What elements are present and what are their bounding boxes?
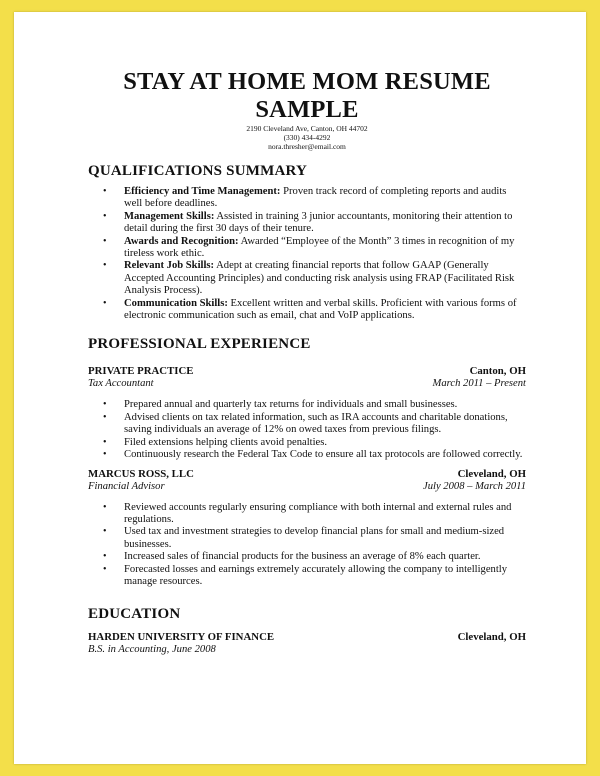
bullet-icon: •	[103, 260, 107, 272]
job-duty-text: Forecasted losses and earnings extremely accurately allowing the company to intelligently manage resources.	[124, 563, 508, 587]
qualification-item	[88, 236, 526, 261]
job-subheader	[88, 378, 526, 390]
qualification-label: Communication Skills:	[124, 297, 228, 309]
contact-email: nora.thresher@email.com	[268, 142, 346, 151]
job-dates: July 2008 – March 2011	[423, 480, 526, 492]
bullet-icon: •	[103, 436, 107, 448]
bullet-icon: •	[103, 526, 107, 538]
bullet-icon: •	[103, 186, 107, 197]
bullet-icon: •	[103, 551, 107, 563]
education-entry	[88, 631, 526, 656]
qualifications-heading: QUALIFICATIONS SUMMARY	[88, 163, 308, 179]
job-header	[88, 468, 526, 481]
bullet-icon: •	[103, 399, 107, 411]
job-duty	[88, 449, 526, 461]
education-subheader	[88, 644, 526, 656]
bullet-icon: •	[103, 297, 107, 309]
qualification-label: Efficiency and Time Management:	[124, 186, 281, 197]
contact-address: 2190 Cleveland Ave, Canton, OH 44702	[246, 124, 368, 133]
qualification-label: Management Skills:	[124, 210, 215, 222]
bullet-icon: •	[103, 449, 107, 461]
bullet-icon: •	[103, 210, 107, 222]
job-duty	[88, 437, 526, 449]
job-duties-list	[88, 399, 526, 461]
job-role: Financial Advisor	[88, 480, 165, 492]
job-duties-list	[88, 502, 526, 589]
bullet-icon: •	[103, 235, 107, 247]
qualification-item	[88, 260, 526, 297]
job-duty	[88, 412, 526, 437]
education-school: HARDEN UNIVERSITY OF FINANCE	[88, 631, 275, 644]
resume-content	[88, 68, 526, 656]
qualification-label: Awards and Recognition:	[124, 235, 239, 247]
qualification-item	[88, 298, 526, 323]
job-duty	[88, 526, 526, 551]
qualification-text: Proven track record of completing reports and audits well before deadlines.	[124, 186, 507, 210]
job-location: Cleveland, OH	[457, 467, 526, 480]
job-duty-text: Prepared annual and quarterly tax returns for individuals and small businesses.	[124, 399, 458, 411]
qualification-text: Adept at creating financial reports that follow GAAP (Generally Accepted Accounting Principles) and conducting risk analysis using FRAP (Facilitated Risk Analysis Process).	[124, 260, 515, 297]
education-location: Cleveland, OH	[457, 631, 526, 644]
job-company: MARCUS ROSS, LLC	[88, 467, 194, 480]
job-duty	[88, 564, 526, 589]
resume-title: STAY AT HOME MOM RESUME SAMPLE	[123, 68, 491, 123]
resume-page	[14, 12, 586, 764]
job-role: Tax Accountant	[88, 378, 154, 390]
job-header	[88, 365, 526, 378]
job-duty-text: Filed extensions helping clients avoid penalties.	[124, 436, 328, 448]
bullet-icon: •	[103, 411, 107, 423]
experience-heading: PROFESSIONAL EXPERIENCE	[88, 336, 311, 353]
job-duty	[88, 502, 526, 527]
bullet-icon: •	[103, 563, 107, 575]
job-duty	[88, 399, 526, 411]
job-duty-text: Increased sales of financial products for the business an average of 8% each quarter.	[124, 551, 481, 563]
job-duty-text: Reviewed accounts regularly ensuring compliance with both internal and external rules and regulations.	[124, 501, 512, 525]
job-company: PRIVATE PRACTICE	[88, 365, 194, 378]
job-duty	[88, 551, 526, 563]
job-subheader	[88, 481, 526, 493]
qualification-item	[88, 211, 526, 236]
job-duty-text: Used tax and investment strategies to develop financial plans for small and medium-sized businesses.	[124, 526, 505, 550]
education-degree: B.S. in Accounting, June 2008	[88, 644, 216, 656]
job-location: Canton, OH	[469, 365, 526, 378]
job-duty-text: Advised clients on tax related information, such as IRA accounts and charitable donations, saving individuals an average of 12% on owed taxes from previous filings.	[124, 411, 508, 436]
qualifications-list	[88, 186, 526, 322]
job-duty-text: Continuously research the Federal Tax Code to ensure all tax protocols are followed correctly.	[124, 449, 523, 461]
bullet-icon: •	[103, 501, 107, 513]
qualification-text: Awarded “Employee of the Month” 3 times in recognition of my tireless work ethic.	[124, 235, 515, 260]
qualification-text: Assisted in training 3 junior accountants, monitoring their attention to detail during the first 30 days of their tenure.	[124, 210, 513, 235]
contact-phone: (330) 434-4292	[283, 133, 331, 142]
education-heading: EDUCATION	[88, 606, 181, 623]
education-header	[88, 631, 526, 644]
qualification-item	[88, 186, 526, 211]
qualification-label: Relevant Job Skills:	[124, 260, 215, 272]
job-dates: March 2011 – Present	[432, 378, 526, 390]
qualification-text: Excellent written and verbal skills. Proficient with various forms of electronic communication such as email, chat and VoIP applications.	[124, 297, 517, 322]
